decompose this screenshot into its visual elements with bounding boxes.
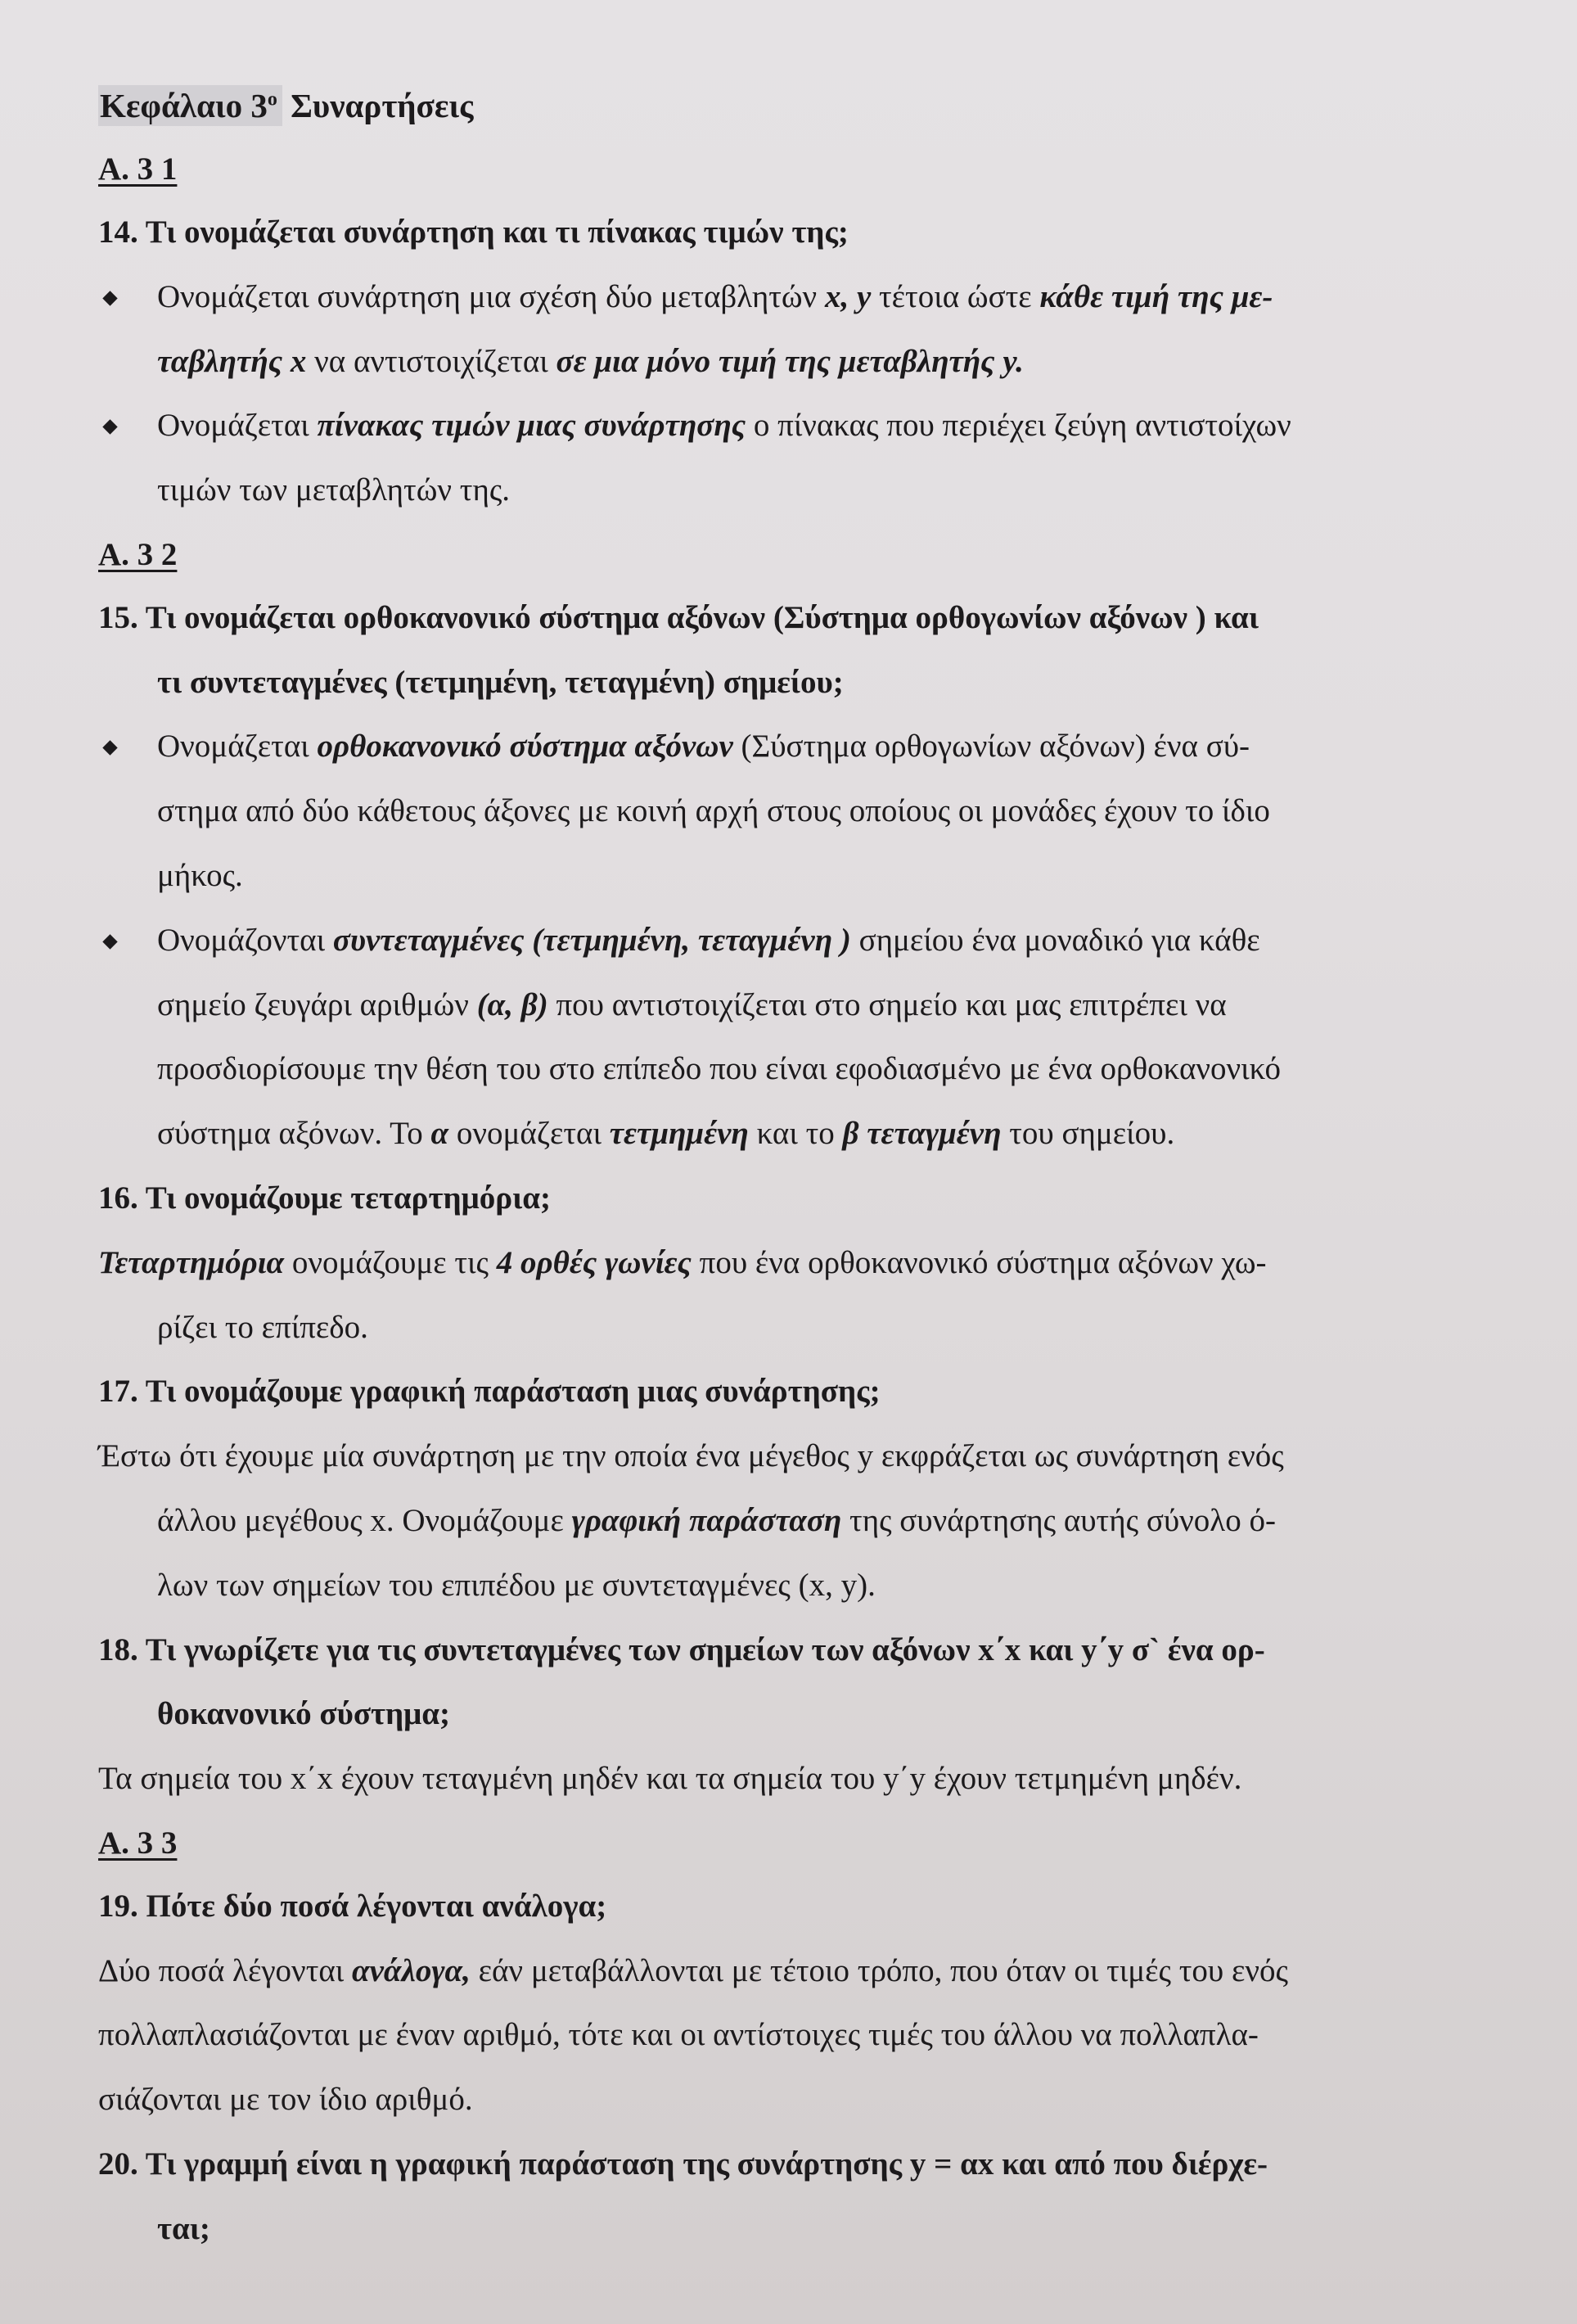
bullet-item: [98, 922, 1479, 1153]
bullet-line: μήκος.: [157, 857, 243, 893]
bullet-line: προσδιορίσουμε την θέση του στο επίπεδο που είναι εφοδιασμένο με ένα ορθοκανονικό: [157, 1051, 1281, 1087]
question-18: 18. Τι γνωρίζετε για τις συντεταγμένες των σημείων των αξόνων x΄x και y΄y σ` ένα ορ- θοκανονικό σύστημα;: [98, 1631, 1265, 1732]
answer-line: Τεταρτημόρια ονομάζουμε τις 4 ορθές γωνίες που ένα ορθοκανονικό σύστημα αξόνων χω-: [98, 1244, 1267, 1280]
bullet-line: στημα από δύο κάθετους άξονες με κοινή αρχή στους οποίους οι μονάδες έχουν το ίδιο: [157, 793, 1270, 829]
answer-line: άλλου μεγέθους x. Ονομάζουμε γραφική παράσταση της συνάρτησης αυτής σύνολο ό-: [157, 1502, 1276, 1538]
bullet-line: Ονομάζεται συνάρτηση μια σχέση δύο μεταβλητών x, y τέτοια ώστε κάθε τιμή της με-: [157, 278, 1273, 314]
bullet-item: [98, 728, 1479, 895]
section-heading-a32: Α. 3 2: [98, 536, 178, 572]
section-heading-a33: Α. 3 3: [98, 1825, 178, 1861]
bullet-line: σύστημα αξόνων. Το α ονομάζεται τετμημένη και το β τεταγμένη του σημείου.: [157, 1116, 1175, 1152]
bullet-item: [98, 407, 1479, 510]
answer-line: πολλαπλασιάζονται με έναν αριθμό, τότε και οι αντίστοιχες τιμές του άλλου να πολλαπλα-: [98, 2017, 1259, 2053]
question-20: 20. Τι γραμμή είναι η γραφική παράσταση της συνάρτησης y = αx και από που διέρχε- ται;: [98, 2146, 1268, 2246]
diamond-bullet-icon: [102, 934, 117, 949]
diamond-bullet-icon: [102, 291, 117, 305]
answer-16: [98, 1244, 1479, 1347]
question-19: 19. Πότε δύο ποσά λέγονται ανάλογα;: [98, 1888, 607, 1924]
bullet-line: ταβλητής x να αντιστοιχίζεται σε μια μόνο τιμή της μεταβλητής y.: [157, 343, 1024, 379]
bullet-line: Ονομάζονται συντεταγμένες (τετμημένη, τεταγμένη ) σημείου ένα μοναδικό για κάθε: [157, 922, 1260, 958]
answer-line: ρίζει το επίπεδο.: [157, 1309, 368, 1345]
bullet-item: [98, 278, 1479, 381]
answer-18: [98, 1760, 1479, 1798]
diamond-bullet-icon: [102, 741, 117, 756]
answer-line: Τα σημεία του x΄x έχουν τεταγμένη μηδέν και τα σημεία του y΄y έχουν τετμημένη μηδέν.: [98, 1761, 1242, 1797]
answer-line: Δύο ποσά λέγονται ανάλογα, εάν μεταβάλλονται με τέτοιο τρόπο, που όταν οι τιμές του ενός: [98, 1952, 1288, 1988]
answer-19: [98, 1952, 1479, 2119]
answer-line: Έστω ότι έχουμε μία συνάρτηση με την οποία ένα μέγεθος y εκφράζεται ως συνάρτηση ενός: [98, 1438, 1284, 1474]
chapter-heading: [98, 86, 1479, 126]
answer-line: σιάζονται με τον ίδιο αριθμό.: [98, 2082, 473, 2118]
section-heading-a31: Α. 3 1: [98, 151, 178, 187]
chapter-number: Κεφάλαιο $3^o$: [98, 85, 282, 126]
bullet-line: Ονομάζεται ορθοκανονικό σύστημα αξόνων (Σύστημα ορθογωνίων αξόνων) ένα σύ-: [157, 729, 1250, 765]
bullet-line: Ονομάζεται πίνακας τιμών μιας συνάρτησης ο πίνακας που περιέχει ζεύγη αντιστοίχων: [157, 408, 1291, 444]
question-17: 17. Τι ονομάζουμε γραφική παράσταση μιας συνάρτησης;: [98, 1374, 881, 1410]
question-15: 15. Τι ονομάζεται ορθοκανονικό σύστημα αξόνων (Σύστημα ορθογωνίων αξόνων ) και τι συντεταγμένες (τετμημένη, τεταγμένη) σημείου;: [98, 599, 1259, 700]
diamond-bullet-icon: [102, 420, 117, 435]
bullet-line: τιμών των μεταβλητών της.: [157, 472, 511, 508]
answer-line: λων των σημείων του επιπέδου με συντεταγμένες (x, y).: [157, 1567, 876, 1603]
question-16: 16. Τι ονομάζουμε τεταρτημόρια;: [98, 1180, 551, 1216]
chapter-title: Συναρτήσεις: [291, 87, 474, 124]
question-14: 14. Τι ονομάζεται συνάρτηση και τι πίνακας τιμών της;: [98, 214, 849, 250]
bullet-line: σημείο ζευγάρι αριθμών (α, β) που αντιστοιχίζεται στο σημείο και μας επιτρέπει να: [157, 986, 1227, 1022]
answer-17: [98, 1437, 1479, 1604]
